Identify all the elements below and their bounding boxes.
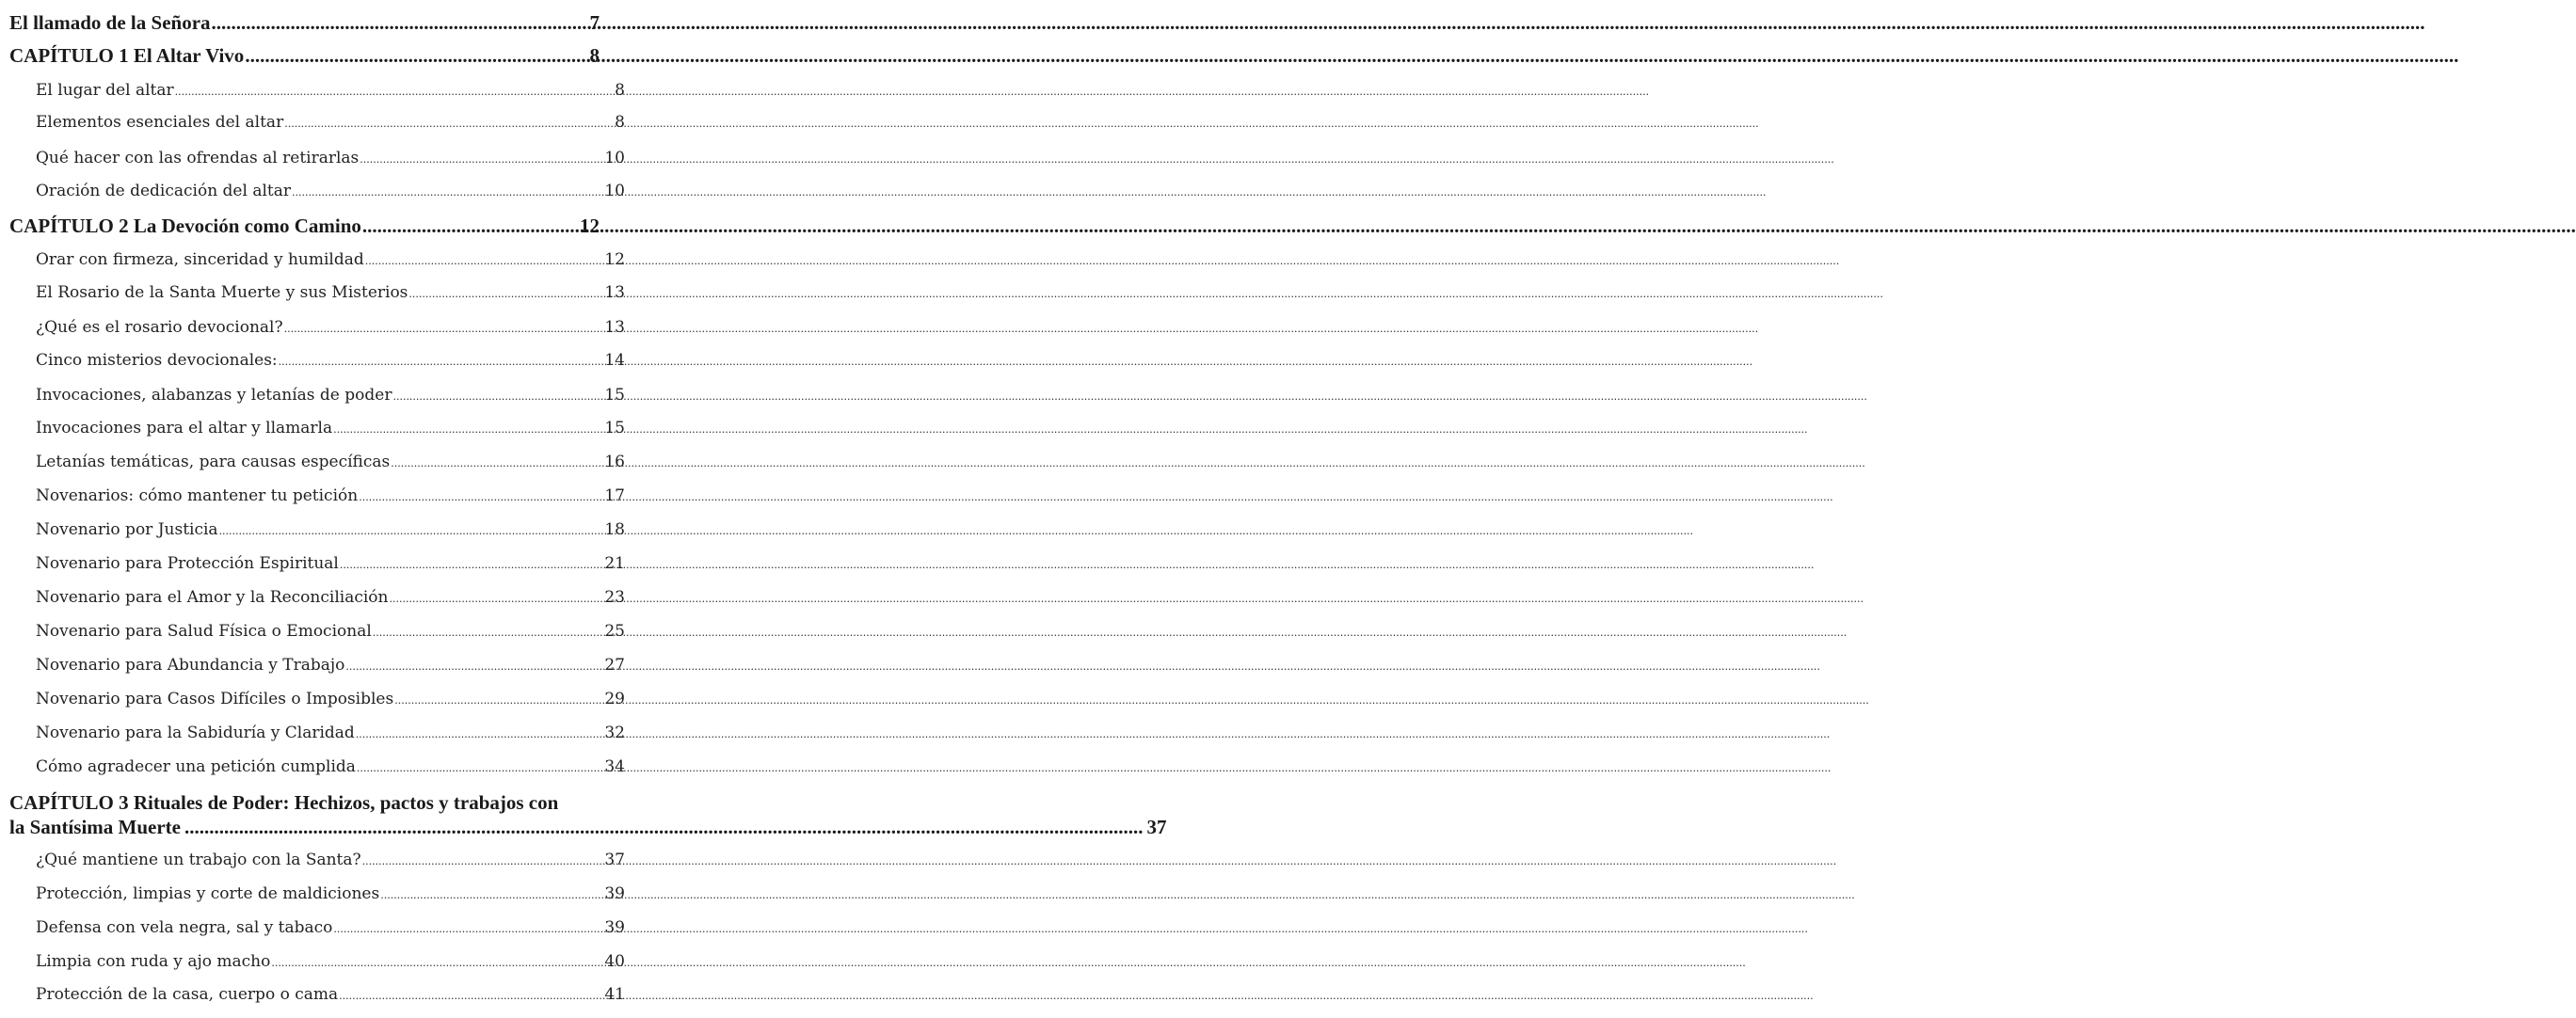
dot-leader: [219, 520, 604, 539]
toc-entry[interactable]: [36, 386, 625, 405]
toc-entry-page: 10: [604, 149, 625, 167]
toc-entry[interactable]: [36, 724, 625, 742]
dot-leader: [365, 250, 604, 269]
toc-entry-title: Novenario para Salud Física o Emocional: [36, 622, 372, 641]
dot-leader: [359, 486, 603, 505]
toc-entry-title: Qué hacer con las ofrendas al retirarlas: [36, 149, 360, 167]
toc-chapter-1[interactable]: [9, 44, 600, 68]
toc-chapter-2[interactable]: [9, 215, 600, 238]
dot-leader: [279, 351, 604, 370]
toc-entry-title: Novenario para el Amor y la Reconciliación: [36, 588, 389, 607]
toc-entry-page: 23: [604, 588, 625, 607]
toc-entry-page: 25: [604, 622, 625, 641]
toc-entry-title: Protección de la casa, cuerpo o cama: [36, 985, 339, 1004]
toc-entry-page: 15: [604, 419, 625, 437]
toc-entry[interactable]: [36, 419, 625, 437]
dot-leader: [389, 588, 603, 607]
dot-leader: [245, 44, 588, 68]
toc-entry[interactable]: [36, 588, 625, 607]
dot-leader: [284, 318, 604, 337]
toc-chapter-title-line1: CAPÍTULO 3 Rituales de Poder: Hechizos, pactos y trabajos con: [9, 791, 559, 814]
toc-entry-page: 29: [604, 690, 625, 708]
toc-entry-title: El Rosario de la Santa Muerte y sus Misterios: [36, 283, 408, 302]
toc-entry-page: 39: [604, 918, 625, 937]
dot-leader: [380, 884, 603, 903]
toc-chapter-title: CAPÍTULO 1 El Altar Vivo: [9, 44, 245, 67]
dot-leader: [345, 656, 603, 675]
dot-leader: [333, 918, 603, 937]
toc-entry-page: 10: [604, 182, 625, 200]
toc-chapter-title: CAPÍTULO 2 La Devoción como Camino: [9, 215, 361, 237]
toc-entry-title: El lugar del altar: [36, 81, 174, 100]
toc-entry[interactable]: [36, 851, 625, 869]
toc-entry-title: Invocaciones para el altar y llamarla: [36, 419, 333, 437]
toc-entry-title: Cómo agradecer una petición cumplida: [36, 757, 356, 776]
dot-leader: [333, 419, 603, 437]
toc-entry-page: 21: [604, 554, 625, 573]
dot-leader: [212, 11, 589, 35]
toc-entry-title: Orar con firmeza, sinceridad y humildad: [36, 250, 364, 269]
dot-leader: [340, 554, 603, 573]
toc-entry-title: Letanías temáticas, para causas específicas: [36, 453, 391, 471]
toc-entry[interactable]: [36, 486, 625, 505]
toc-entry[interactable]: [36, 283, 625, 302]
toc-entry-page: 15: [604, 386, 625, 405]
dot-leader: [357, 757, 603, 776]
toc-entry[interactable]: [36, 250, 625, 269]
dot-leader: [362, 851, 604, 869]
toc-entry-page: 18: [604, 520, 625, 539]
toc-entry[interactable]: [36, 985, 625, 1004]
toc-entry-title: Oración de dedicación del altar: [36, 182, 292, 200]
toc-entry-title: Protección, limpias y corte de maldiciones: [36, 884, 380, 903]
toc-entry-page: 13: [604, 318, 625, 337]
toc-entry[interactable]: [36, 918, 625, 937]
toc-entry-page: 8: [615, 113, 625, 132]
toc-entry[interactable]: [36, 318, 625, 337]
dot-leader: ..................................................................................................................................................................................................: [184, 816, 1144, 838]
toc-entry-page: 17: [604, 486, 625, 505]
toc-entry-title: Novenario para Protección Espiritual: [36, 554, 339, 573]
toc-entry[interactable]: [36, 149, 625, 167]
dot-leader: [408, 283, 603, 302]
toc-entry[interactable]: [36, 952, 625, 971]
toc-chapter-title-line2: la Santísima Muerte: [9, 816, 181, 838]
toc-entry-page: 8: [615, 81, 625, 100]
toc-entry-page: 41: [604, 985, 625, 1004]
toc-entry-title: Limpia con ruda y ajo macho: [36, 952, 271, 971]
dot-leader: [362, 215, 579, 238]
toc-entry-title: El llamado de la Señora: [9, 11, 211, 34]
dot-leader: [373, 622, 604, 641]
toc-entry-title: Novenario para la Sabiduría y Claridad: [36, 724, 355, 742]
toc-entry-page: 12: [604, 250, 625, 269]
toc-entry[interactable]: [36, 884, 625, 903]
toc-entry[interactable]: [36, 520, 625, 539]
toc-entry-page: 7: [589, 11, 600, 34]
toc-entry[interactable]: [36, 81, 625, 100]
toc-entry-title: ¿Qué es el rosario devocional?: [36, 318, 283, 337]
toc-entry[interactable]: [36, 757, 625, 776]
toc-entry[interactable]: [36, 182, 625, 200]
toc-entry[interactable]: [36, 453, 625, 471]
dot-leader: [292, 182, 603, 200]
toc-entry[interactable]: [36, 656, 625, 675]
dot-leader: [356, 724, 604, 742]
toc-entry-title: Elementos esenciales del altar: [36, 113, 284, 132]
dot-leader: [394, 690, 603, 708]
toc-entry-title: ¿Qué mantiene un trabajo con la Santa?: [36, 851, 361, 869]
toc-entry-title: Novenario para Casos Difíciles o Imposibles: [36, 690, 394, 708]
dot-leader: [339, 985, 603, 1004]
dot-leader: [271, 952, 603, 971]
toc-entry-title: Defensa con vela negra, sal y tabaco: [36, 918, 333, 937]
toc-entry-intro[interactable]: [9, 11, 600, 35]
toc-chapter-page: 37: [1146, 816, 1167, 838]
toc-entry-page: 27: [604, 656, 625, 675]
toc-entry-title: Cinco misterios devocionales:: [36, 351, 278, 370]
toc-entry-page: 37: [604, 851, 625, 869]
toc-entry[interactable]: [36, 113, 625, 132]
toc-entry-title: Novenarios: cómo mantener tu petición: [36, 486, 359, 505]
toc-entry[interactable]: [36, 554, 625, 573]
toc-entry[interactable]: [36, 351, 625, 370]
dot-leader: [392, 386, 603, 405]
toc-chapter-page: 8: [589, 44, 600, 67]
toc-chapter-title-line2-row: [9, 816, 1167, 839]
toc-entry-title: Invocaciones, alabanzas y letanías de poder: [36, 386, 392, 405]
toc-chapter-3[interactable]: [9, 791, 1167, 844]
dot-leader: [360, 149, 603, 167]
dot-leader: [284, 113, 614, 132]
toc-entry[interactable]: [36, 690, 625, 708]
dot-leader: [391, 453, 603, 471]
toc-entry-page: 14: [604, 351, 625, 370]
toc-entry-page: 40: [604, 952, 625, 971]
toc-entry-page: 32: [604, 724, 625, 742]
toc-entry-page: 39: [604, 884, 625, 903]
toc-entry-title: Novenario por Justicia: [36, 520, 218, 539]
toc-entry-title: Novenario para Abundancia y Trabajo: [36, 656, 345, 675]
toc-entry-page: 13: [604, 283, 625, 302]
toc-chapter-page: 12: [580, 215, 600, 237]
toc-entry-page: 34: [604, 757, 625, 776]
toc-entry-page: 16: [604, 453, 625, 471]
dot-leader: [175, 81, 615, 100]
toc-entry[interactable]: [36, 622, 625, 641]
